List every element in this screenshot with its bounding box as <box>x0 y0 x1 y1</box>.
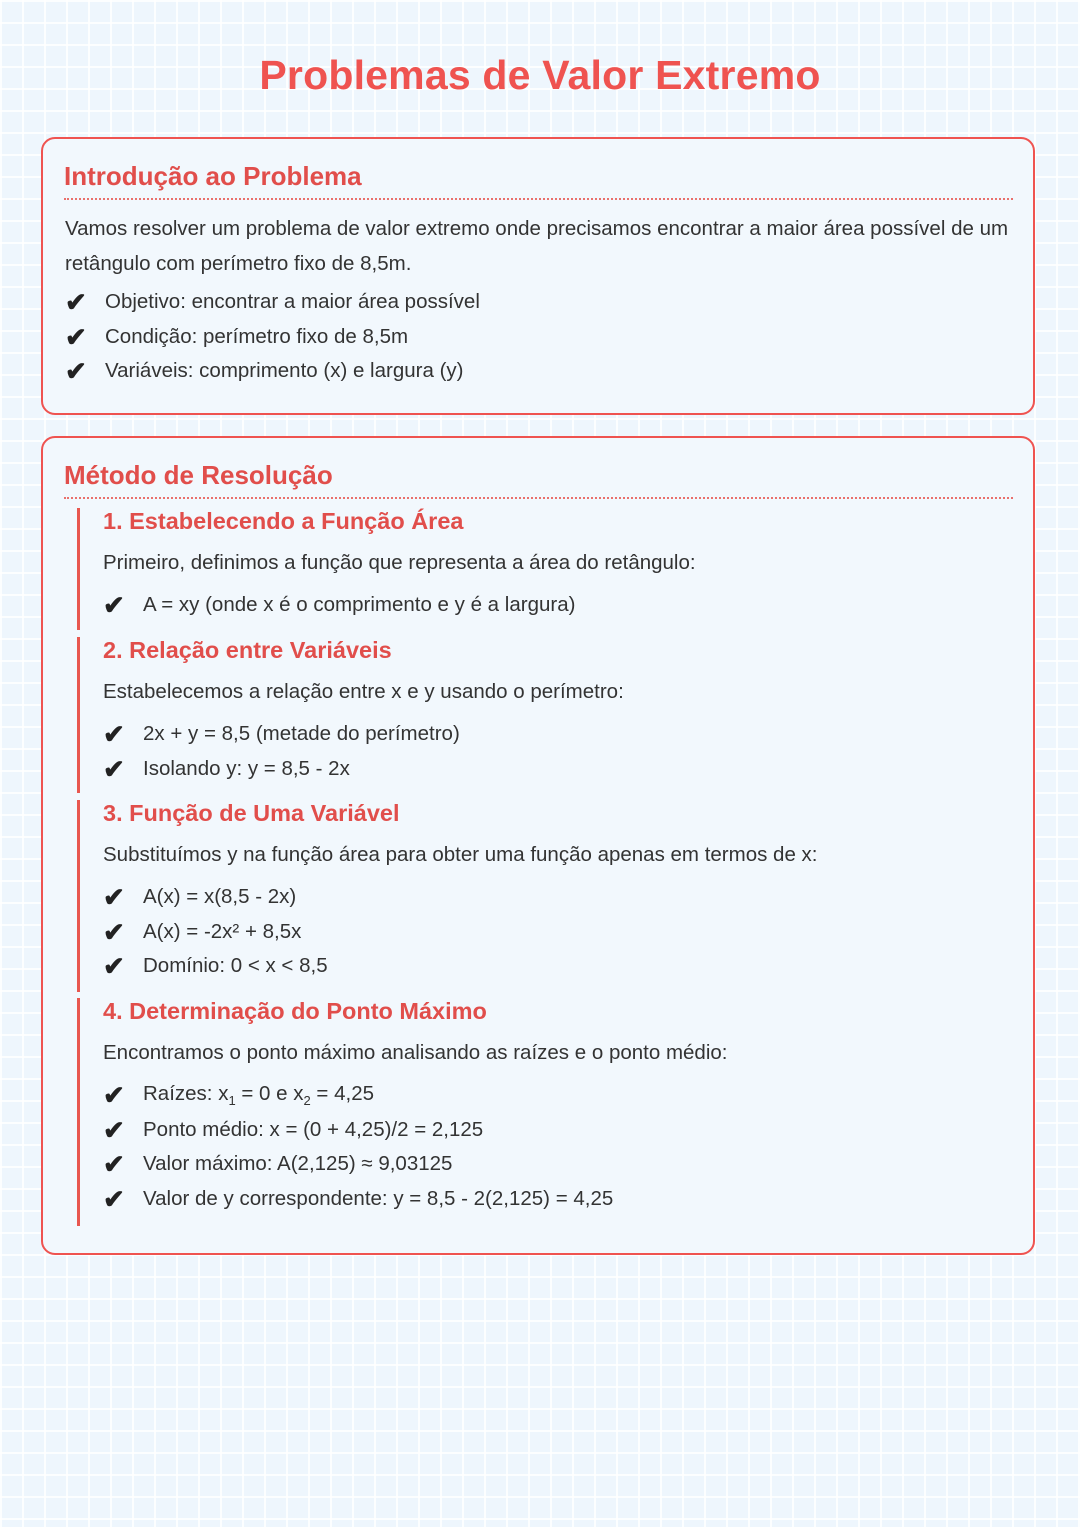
list-item: ✔ Domínio: 0 < x < 8,5 <box>103 951 328 982</box>
check-icon: ✔ <box>103 1114 125 1145</box>
list-item: ✔ Objetivo: encontrar a maior área possível <box>65 287 480 318</box>
intro-paragraph: Vamos resolver um problema de valor extremo onde precisamos encontrar a maior área possível de um retângulo com perímetro fixo de 8,5m. <box>65 217 1009 275</box>
step-description: Estabelecemos a relação entre x e y usando o perímetro: <box>103 680 624 703</box>
list-item: ✔ Isolando y: y = 8,5 - 2x <box>103 753 350 784</box>
step-description: Primeiro, definimos a função que representa a área do retângulo: <box>103 551 696 574</box>
check-icon: ✔ <box>65 287 87 318</box>
step-1 <box>77 508 1010 630</box>
check-icon: ✔ <box>103 882 125 913</box>
intro-card <box>41 137 1035 415</box>
list-item: ✔ 2x + y = 8,5 (metade do perímetro) <box>103 719 460 750</box>
step-checklist <box>103 588 575 623</box>
step-checklist <box>103 1078 613 1216</box>
check-icon: ✔ <box>103 753 125 784</box>
check-icon: ✔ <box>103 590 125 621</box>
page-title: Problemas de Valor Extremo <box>259 52 821 98</box>
step-2 <box>77 637 1010 793</box>
step-description: Encontramos o ponto máximo analisando as raízes e o ponto médio: <box>103 1041 728 1064</box>
list-item: ✔ A(x) = x(8,5 - 2x) <box>103 882 297 913</box>
list-item <box>103 1078 613 1113</box>
method-card <box>41 436 1035 1255</box>
intro-heading: Introdução ao Problema <box>64 161 1013 200</box>
check-icon: ✔ <box>103 951 125 982</box>
roots-text: Raízes: $x_1 = 0$ e $x_2 = 4,25$ <box>143 1082 374 1109</box>
method-heading: Método de Resolução <box>64 460 1013 499</box>
step-title: 1. Estabelecendo a Função Área <box>103 508 464 534</box>
check-icon: ✔ <box>65 321 87 352</box>
check-icon: ✔ <box>103 1149 125 1180</box>
step-title: 2. Relação entre Variáveis <box>103 637 392 663</box>
step-title: 3. Função de Uma Variável <box>103 800 400 826</box>
intro-checklist <box>65 285 480 389</box>
list-item: ✔ Valor máximo: A(2,125) ≈ 9,03125 <box>103 1149 453 1180</box>
check-icon: ✔ <box>103 719 125 750</box>
step-checklist <box>103 880 328 984</box>
list-item: ✔ Ponto médio: x = (0 + 4,25)/2 = 2,125 <box>103 1114 484 1145</box>
step-4 <box>77 998 1010 1226</box>
list-item: ✔ Condição: perímetro fixo de 8,5m <box>65 321 409 352</box>
check-icon: ✔ <box>103 1183 125 1214</box>
step-description: Substituímos y na função área para obter uma função apenas em termos de x: <box>103 843 818 866</box>
step-3 <box>77 800 1010 992</box>
check-icon: ✔ <box>103 916 125 947</box>
step-title: 4. Determinação do Ponto Máximo <box>103 998 487 1024</box>
list-item: ✔ Valor de y correspondente: y = 8,5 - 2(2,125) = 4,25 <box>103 1183 614 1214</box>
list-item: ✔ A = xy (onde x é o comprimento e y é a largura) <box>103 590 576 621</box>
step-checklist <box>103 717 460 786</box>
check-icon: ✔ <box>103 1080 125 1111</box>
check-icon: ✔ <box>65 356 87 387</box>
list-item: ✔ Variáveis: comprimento (x) e largura (y) <box>65 356 464 387</box>
list-item: ✔ A(x) = -2x² + 8,5x <box>103 916 302 947</box>
